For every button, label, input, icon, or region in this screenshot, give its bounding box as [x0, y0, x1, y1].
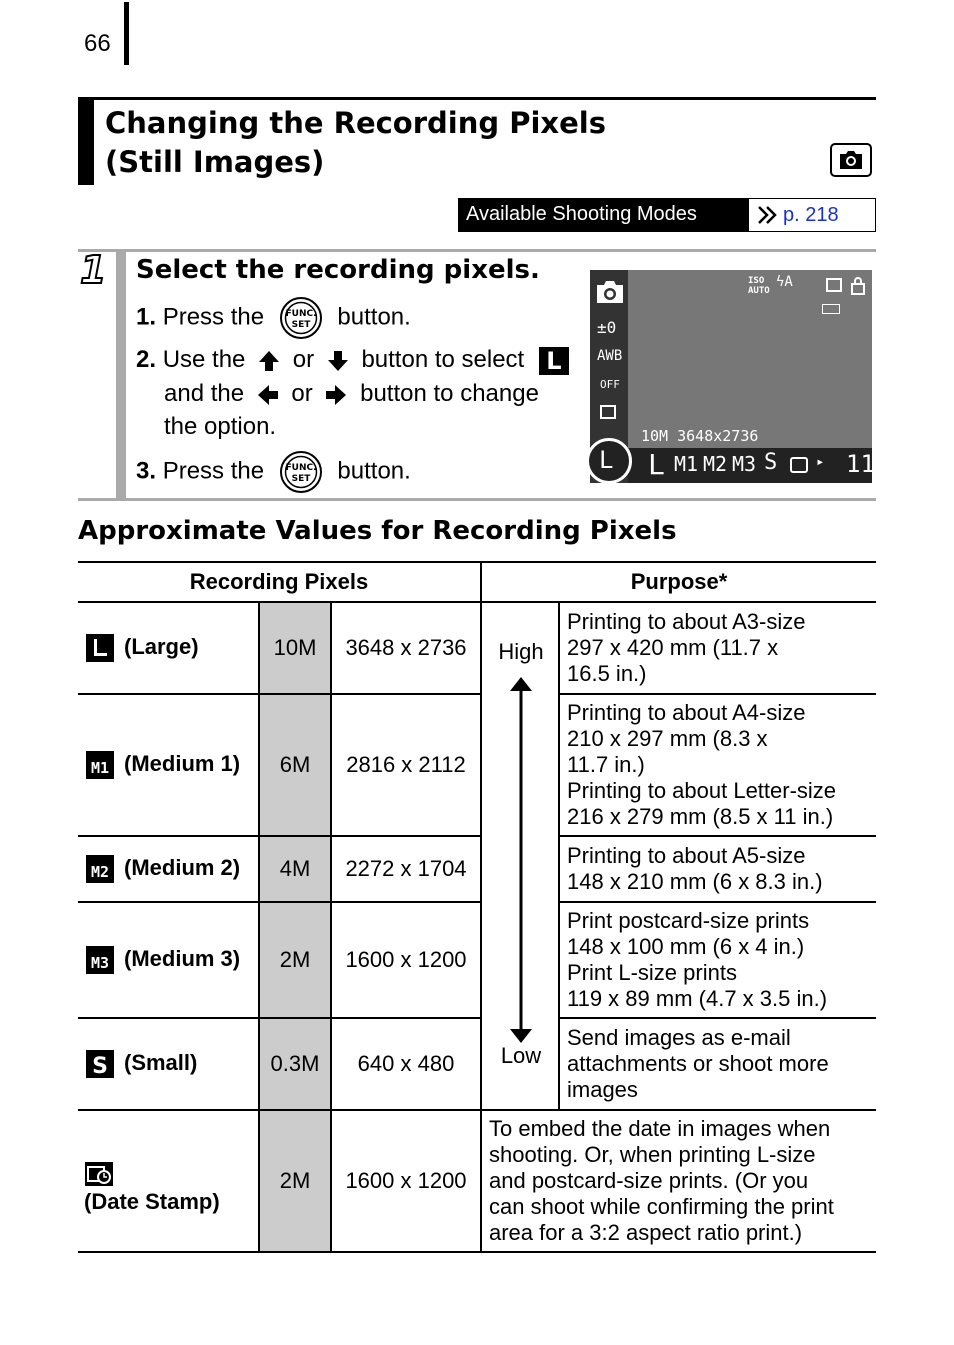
table-row: [78, 836, 876, 902]
instruction-2-line-3: the option.: [164, 413, 277, 440]
camera-icon: [594, 278, 626, 306]
purpose-medium-2: Printing to about A5-size 148 x 210 mm (6 x 8.3 in.): [559, 836, 876, 902]
page-reference-link[interactable]: p. 218: [783, 203, 839, 226]
purpose-date-stamp: To embed the date in images when shooting. Or, when printing L-size and postcard-size prints. (Or you can shoot while confirming the print area for a 3:2 aspect ratio print.): [481, 1110, 876, 1252]
page-number-bar: [124, 2, 129, 65]
func-set-button-icon: [279, 296, 323, 340]
svg-text:SET: SET: [291, 474, 311, 484]
svg-text:FUNC.: FUNC.: [285, 309, 317, 319]
lcd-battery-icon: [822, 304, 840, 314]
res-medium-3: 1600 x 1200: [331, 902, 481, 1018]
purpose-medium-3: Print postcard-size prints 148 x 100 mm (6 x 4 in.) Print L-size prints 119 x 89 mm (4.7 x 3.5 in.): [559, 902, 876, 1018]
lcd-option-m1: M1: [674, 452, 699, 476]
mp-medium-3: 2M: [259, 902, 331, 1018]
size-medium-3: M3 (Medium 3): [78, 902, 259, 1018]
instruction-2-number: 2.: [136, 346, 157, 373]
header-recording-pixels: Recording Pixels: [78, 562, 481, 602]
lcd-option-date-stamp-icon: [790, 457, 808, 473]
instruction-3: [136, 450, 411, 494]
table-row: [78, 1018, 876, 1110]
step-top-rule: [78, 249, 876, 252]
table-row: [78, 602, 876, 694]
purpose-large: Printing to about A3-size 297 x 420 mm (11.7 x 16.5 in.): [559, 602, 876, 694]
lcd-selected-option: L: [599, 446, 614, 474]
section-title: Approximate Values for Recording Pixels: [78, 516, 677, 546]
camera-lcd-screenshot: [590, 270, 875, 483]
available-shooting-modes: [458, 198, 876, 232]
size-medium-2: M2 (Medium 2): [78, 836, 259, 902]
medium-3-icon: [86, 946, 114, 974]
mp-large: 10M: [259, 602, 331, 694]
step-bottom-rule: [78, 498, 876, 501]
table-row: [78, 902, 876, 1018]
shooting-modes-label: Available Shooting Modes: [459, 199, 749, 231]
instruction-1-post: button.: [337, 303, 411, 331]
table-row: [78, 694, 876, 836]
lcd-option-m2: M2: [703, 452, 728, 476]
func-set-button-icon: [279, 450, 323, 494]
high-low-indicator: [481, 602, 559, 1110]
instruction-2-line-2: [164, 377, 539, 411]
instruction-3-post: button.: [337, 457, 411, 485]
step-title: Select the recording pixels.: [136, 255, 540, 285]
title-rule: [78, 97, 876, 100]
down-arrow-icon: [327, 350, 349, 372]
instruction-1-pre: Press the: [162, 303, 265, 331]
instruction-3-pre: Press the: [162, 457, 265, 485]
svg-text:M3: M3: [90, 954, 110, 973]
recording-pixels-table: [78, 561, 876, 1253]
header-purpose: Purpose*: [481, 562, 876, 602]
page-title: [105, 104, 606, 182]
res-date-stamp: 1600 x 1200: [331, 1110, 481, 1252]
lcd-next-arrow-icon: ▸: [816, 454, 825, 470]
lcd-resolution: 10M 3648x2736: [641, 427, 759, 445]
purpose-medium-1: Printing to about A4-size 210 x 297 mm (8.3 x 11.7 in.) Printing to about Letter-size 216 x 279 mm (8.5 x 11 in.): [559, 694, 876, 836]
instruction-2-pre: Use the: [162, 346, 246, 373]
small-icon: [86, 1050, 114, 1078]
high-low-arrow-icon: [509, 677, 533, 1043]
lcd-option-large: L: [648, 448, 665, 481]
page-number: 66: [84, 30, 111, 57]
size-small: S (Small): [78, 1018, 259, 1110]
high-label: High: [498, 639, 544, 664]
lcd-lock-icon: [850, 276, 866, 296]
large-icon: [86, 634, 114, 662]
instruction-2-mid: button to select: [361, 346, 525, 373]
instruction-2-line2-post: button to change: [360, 380, 539, 407]
res-small: 640 x 480: [331, 1018, 481, 1110]
shooting-modes-reference[interactable]: [749, 199, 839, 231]
right-arrow-icon: [325, 384, 347, 406]
page-title-line-2: (Still Images): [105, 145, 325, 179]
purpose-small: Send images as e-mail attachments or shoot more images: [559, 1018, 876, 1110]
table-row: [78, 1110, 876, 1252]
res-medium-1: 2816 x 2112: [331, 694, 481, 836]
instruction-1-number: 1.: [136, 303, 157, 331]
page-title-line-1: Changing the Recording Pixels: [105, 106, 607, 140]
step-number: 1: [80, 248, 107, 292]
size-medium-1: M1 (Medium 1): [78, 694, 259, 836]
lcd-wb: AWB: [597, 348, 623, 364]
medium-2-icon: [86, 855, 114, 883]
size-large: (Large): [78, 602, 259, 694]
title-block: [78, 97, 94, 185]
instruction-2-or: or: [292, 346, 315, 373]
medium-1-icon: [86, 751, 114, 779]
instruction-2-line2-pre: and the: [164, 380, 245, 407]
lcd-flash: ϟA: [776, 274, 793, 290]
res-medium-2: 2272 x 1704: [331, 836, 481, 902]
instruction-2: [136, 343, 569, 377]
table-header-row: [78, 562, 876, 602]
lcd-option-small: S: [764, 450, 778, 475]
instruction-1: [136, 296, 411, 340]
left-arrow-icon: [257, 384, 279, 406]
lcd-metering-icon: [600, 405, 616, 419]
mp-small: 0.3M: [259, 1018, 331, 1110]
svg-text:SET: SET: [291, 320, 311, 330]
lcd-option-m3: M3: [732, 452, 757, 476]
mp-date-stamp: 2M: [259, 1110, 331, 1252]
instruction-3-number: 3.: [136, 457, 157, 485]
camera-mode-icon: [830, 143, 872, 177]
step-side-bar: [116, 249, 126, 501]
svg-text:M1: M1: [90, 759, 110, 778]
mp-medium-2: 4M: [259, 836, 331, 902]
res-large: 3648 x 2736: [331, 602, 481, 694]
date-stamp-icon: [84, 1161, 114, 1187]
instruction-2-or-2: or: [291, 380, 313, 407]
low-label: Low: [500, 1043, 542, 1068]
lcd-iso: ISO AUTO: [748, 276, 770, 296]
up-arrow-icon: [258, 350, 280, 372]
svg-text:S: S: [92, 1054, 108, 1080]
size-date-stamp: (Date Stamp): [78, 1110, 259, 1252]
lcd-shots-remaining: 11: [846, 450, 875, 478]
lcd-flash-off: OFF: [600, 378, 620, 391]
large-size-icon: L: [539, 347, 569, 375]
svg-text:M2: M2: [90, 863, 110, 882]
mp-medium-1: 6M: [259, 694, 331, 836]
lcd-ev: ±0: [597, 318, 617, 337]
svg-text:FUNC.: FUNC.: [285, 463, 317, 473]
lcd-drive-icon: [826, 278, 842, 292]
double-chevron-icon: [757, 205, 779, 225]
